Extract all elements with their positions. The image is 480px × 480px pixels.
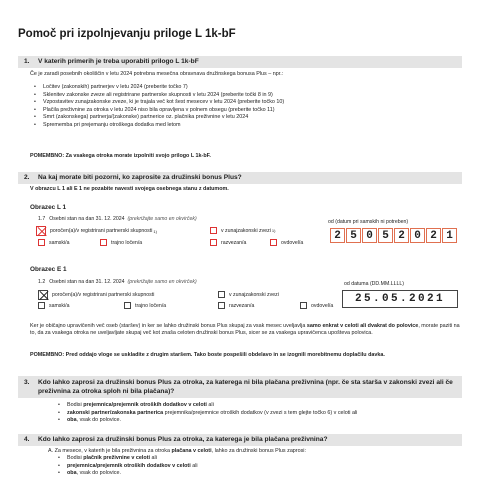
- checkbox-checked-icon[interactable]: [38, 290, 48, 300]
- checkbox-icon[interactable]: [218, 302, 225, 309]
- checkbox-icon[interactable]: [300, 302, 307, 309]
- e1-option-single[interactable]: [38, 302, 69, 309]
- form-e1-title: Obrazec E 1: [30, 266, 67, 273]
- list-item: [58, 417, 357, 425]
- checkbox-icon[interactable]: [100, 239, 107, 246]
- section-2-paragraph: [30, 323, 462, 337]
- item-bold: prejemnica/prejemnik otroških dodatkov v celoti: [83, 402, 207, 408]
- note-text: Pred oddajo vloge se uskladite z drugim staršem. Tako boste pospešili obdelavo in se izognili morebitnemu doplačilu davka.: [65, 352, 385, 358]
- list-item: • Vzpostavitev zunajzakonske zveze, ki je trajala več kot šest mesecev v letu 2024 (preberite točko 10): [34, 99, 284, 107]
- checkbox-checked-icon[interactable]: [36, 226, 46, 236]
- note-label: POMEMBNO:: [30, 352, 65, 358]
- date-digit[interactable]: 5: [378, 228, 393, 243]
- section-3-heading: [18, 376, 462, 398]
- e1-option-widowed[interactable]: [300, 302, 333, 309]
- item-text: ali: [150, 455, 157, 461]
- checkbox-icon[interactable]: [270, 239, 277, 246]
- date-digit[interactable]: 2: [394, 228, 409, 243]
- option-label: poročen(a)/v registrirani partnerski skupnosti: [52, 292, 155, 298]
- date-digit[interactable]: 2: [330, 228, 345, 243]
- item-bold: oba: [67, 417, 77, 424]
- l1-option-widowed[interactable]: [270, 239, 303, 246]
- paragraph-text: , morate paziti na to, da za vsakega otroka ne uveljavljate skupaj več kot znaša celoten družinski bonus Plus, sicer se za vsakega upravičenca upošteva polovica.: [30, 323, 460, 337]
- date-digit[interactable]: 0: [410, 228, 425, 243]
- option-label: trajno ločen/a: [135, 302, 167, 309]
- item-text: Bodisi: [67, 455, 84, 461]
- e1-date-field[interactable]: 25.05.2021: [342, 290, 458, 308]
- section-4-heading: [18, 434, 462, 446]
- option-label: ovdovel/a: [281, 239, 304, 246]
- paragraph-bold: samo enkrat v celoti ali dvakrat do polovice: [306, 323, 419, 329]
- list-item: • Sprememba pri prejemanju otroškega dodatka med letom: [34, 122, 284, 130]
- item-bold: prejemnica/prejemnik otroških dodatkov v celoti: [67, 462, 191, 469]
- section-1-note: [30, 153, 211, 160]
- footnote-ref: 1): [271, 228, 276, 233]
- section-4-list: [58, 455, 198, 478]
- list-item: [58, 402, 357, 410]
- line-number: 1.2: [38, 279, 46, 285]
- line-hint: (prekrižajte samo en okvirček): [127, 279, 197, 285]
- page-title: Pomoč pri izpolnjevanju priloge L 1k-bF: [18, 28, 236, 40]
- item-bold: zakonski partner/zakonska partnerica: [67, 409, 164, 416]
- l1-date-field[interactable]: [330, 228, 458, 243]
- section-3-list: [58, 402, 357, 425]
- date-digit[interactable]: 1: [442, 228, 457, 243]
- line-number: 1.7: [38, 216, 46, 222]
- checkbox-icon[interactable]: [38, 239, 45, 246]
- section-number: 4.: [24, 436, 30, 443]
- checkbox-icon[interactable]: [38, 302, 45, 309]
- list-item: • Plačila preživnine za otroka v letu 2024 niso bila opravljena v polnem obsegu (preberite točko 11): [34, 107, 284, 115]
- list-item: [58, 455, 198, 463]
- option-label: samski/a: [49, 239, 70, 246]
- note-label: POMEMBNO:: [30, 153, 65, 159]
- date-digit[interactable]: 0: [362, 228, 377, 243]
- item-text: Bodisi: [67, 402, 84, 408]
- situation-list: [34, 84, 284, 130]
- checkbox-icon[interactable]: [218, 291, 225, 298]
- section-title: Kdo lahko zaprosi za družinski bonus Plus za otroka, za katerega ni bila plačana preživnina (npr. če sta starša v zakonski zvezi ali če preživnina za otroka sploh ni bila plačana)?: [38, 379, 453, 395]
- section-2-heading: [18, 172, 462, 184]
- date-digit[interactable]: 2: [426, 228, 441, 243]
- e1-date-label: od datuma (DD.MM.LLLL): [344, 281, 404, 287]
- e1-option-separated[interactable]: [124, 302, 166, 309]
- note-text: Za vsakega otroka morate izpolniti svojo prilogo L 1k-bF.: [65, 153, 211, 159]
- intro-text: , lahko za družinski bonus Plus zaprosi:: [211, 448, 306, 454]
- date-digit[interactable]: 5: [346, 228, 361, 243]
- section-number: 3.: [24, 379, 30, 386]
- option-label: v zunajzakonski zvezi: [221, 227, 271, 234]
- section-2-note: [30, 352, 462, 359]
- list-item: [58, 463, 198, 471]
- l1-date-label: od (datum pri samskih ni potreben): [328, 219, 409, 225]
- form-l1-line-label: [38, 216, 197, 222]
- l1-option-married[interactable]: [36, 226, 157, 236]
- item-text: ali: [206, 402, 214, 408]
- option-label: razvezan/a: [229, 302, 255, 309]
- line-hint: (prekrižajte samo en okvirček): [127, 216, 197, 222]
- list-item: [58, 410, 357, 418]
- item-text: , vsak do polovice.: [76, 470, 121, 477]
- l1-option-separated[interactable]: [100, 239, 142, 246]
- checkbox-icon[interactable]: [124, 302, 131, 309]
- list-item: • Ločitev (zakonskih) partnerjev v letu 2024 (preberite točko 7): [34, 84, 284, 92]
- option-label: trajno ločen/a: [111, 239, 143, 246]
- l1-option-single[interactable]: [38, 239, 69, 246]
- list-item: • Smrt (zakonskega) partnerja/(zakonske) partnerice oz. plačnika preživnine v letu 2024: [34, 114, 284, 122]
- paragraph-text: Ker je običajno upravičenih več oseb (staršev) in ker se lahko družinski bonus Plus skupaj za vsak mesec uveljavlja: [30, 323, 307, 329]
- l1-option-cohabiting[interactable]: [210, 227, 275, 234]
- intro-text: A. Za mesece, v katerih je bila preživnina za otroka: [48, 448, 172, 454]
- section-1-intro: Če je zaradi posebnih okoliščin v letu 2024 potrebna mesečna obravnava družinskega bonusa Plus – npr.:: [30, 71, 284, 77]
- item-bold: oba: [67, 470, 77, 477]
- item-text: ali: [190, 462, 198, 469]
- option-label: poročen(a)/v registrirani partnerski skupnosti: [50, 228, 153, 234]
- checkbox-icon[interactable]: [210, 227, 217, 234]
- section-number: 2.: [24, 174, 30, 181]
- e1-option-divorced[interactable]: [218, 302, 254, 309]
- intro-bold: plačana v celoti: [171, 448, 212, 454]
- section-number: 1.: [24, 58, 30, 65]
- section-title: Na kaj morate biti pozorni, ko zaprosite za družinski bonus Plus?: [38, 174, 242, 181]
- section-2-intro: V obrazcu L 1 ali E 1 ne pozabite navesti svojega osebnega stanu z datumom.: [30, 186, 229, 192]
- e1-option-cohabiting[interactable]: [218, 291, 279, 298]
- item-bold: plačnik preživnine v celoti: [83, 455, 150, 461]
- checkbox-icon[interactable]: [210, 239, 217, 246]
- section-title: Kdo lahko zaprosi za družinski bonus Plus za otroka, za katerega je bila plačana preživnina?: [38, 436, 328, 443]
- section-title: V katerih primerih je treba uporabiti prilogo L 1k-bF: [38, 58, 199, 65]
- footnote-ref: 1): [153, 228, 157, 234]
- option-label: samski/a: [49, 302, 70, 309]
- form-l1-title: Obrazec L 1: [30, 204, 67, 211]
- item-text: prejemnika/prejemnice otroških dodatkov (v zvezi s tem glejte točko 6) v celoti ali: [163, 409, 358, 416]
- form-e1-line-label: [38, 279, 197, 285]
- item-text: , vsak do polovice.: [76, 417, 121, 424]
- list-item: • Sklenitev zakonske zveze ali registrirane partnerske skupnosti v letu 2024 (preberite točki 8 in 9): [34, 92, 284, 100]
- option-label: ovdovel/a: [311, 302, 334, 309]
- line-label: Osebni stan na dan 31. 12. 2024: [49, 216, 125, 222]
- e1-option-married[interactable]: [38, 290, 154, 300]
- line-label: Osebni stan na dan 31. 12. 2024: [49, 279, 125, 285]
- option-label: v zunajzakonski zvezi: [229, 291, 279, 298]
- section-1-heading: [18, 56, 462, 68]
- option-label: razvezan/a: [221, 239, 247, 246]
- l1-option-divorced[interactable]: [210, 239, 246, 246]
- list-item: [58, 470, 198, 478]
